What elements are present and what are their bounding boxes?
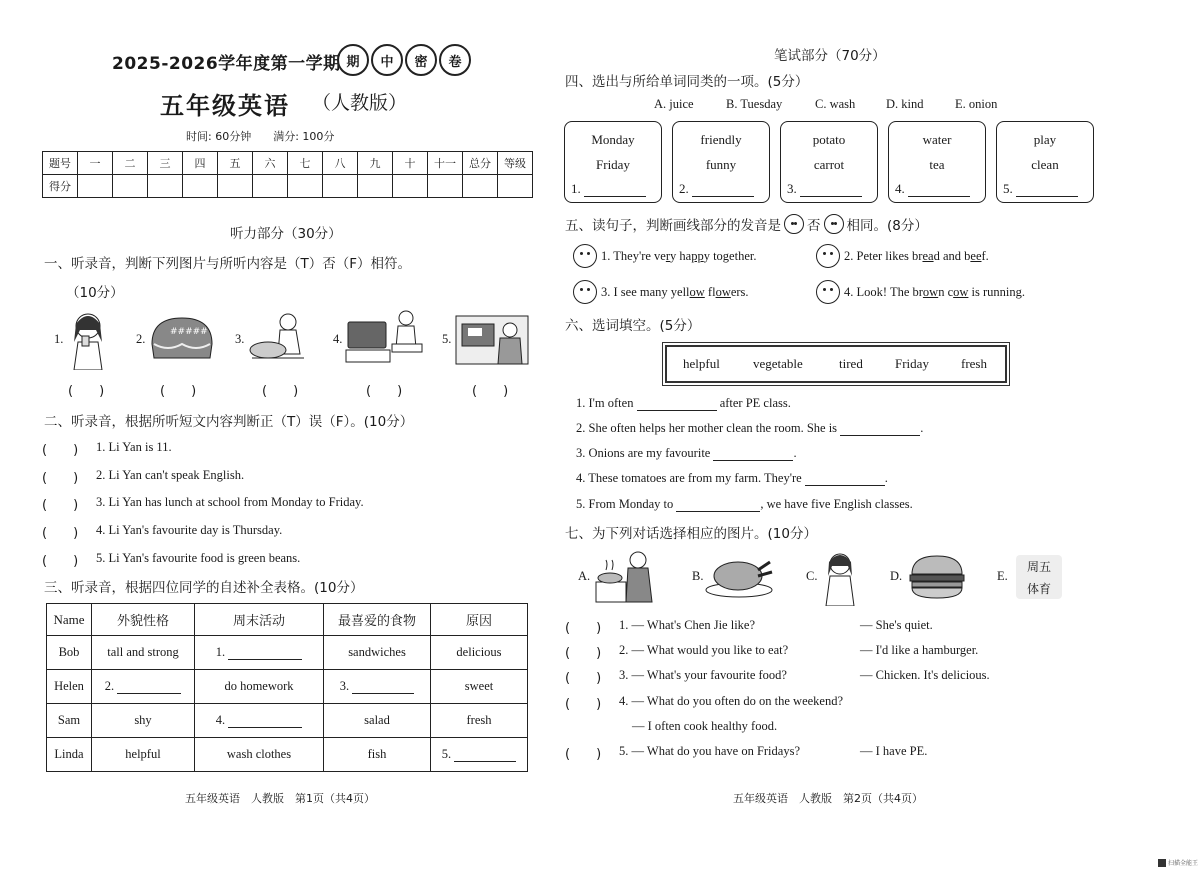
seal-char: 中	[371, 44, 403, 76]
word-card	[888, 121, 986, 203]
section-1-title: 一、听录音，判断下列图片与所听内容是（T）否（F）相符。	[44, 256, 412, 272]
statement: 3. Li Yan has lunch at school from Monday to Friday.	[96, 495, 364, 509]
picture-number: 1.	[54, 332, 64, 346]
cell-look: helpful	[92, 738, 195, 772]
option-a: A. juice	[654, 97, 694, 111]
word-card	[780, 121, 878, 203]
word-bank-item: helpful	[683, 356, 720, 371]
fill-blank[interactable]	[840, 435, 920, 436]
answer-parentheses[interactable]: ( )	[42, 471, 79, 486]
card-number: 2.	[679, 181, 689, 196]
score-cell[interactable]	[498, 175, 533, 198]
score-cell[interactable]	[253, 175, 288, 198]
student-info-table	[46, 603, 528, 772]
picture-number: 3.	[235, 332, 245, 346]
answer-parentheses[interactable]: ( )	[565, 671, 602, 686]
cell-activity: do homework	[195, 670, 324, 704]
card-answer[interactable]	[787, 181, 862, 197]
girl-drinking-picture	[66, 308, 110, 370]
cell-food: fish	[324, 738, 431, 772]
smile-face-icon	[784, 214, 804, 234]
statement: 1. Li Yan is 11.	[96, 440, 172, 454]
picture-label: C.	[806, 569, 818, 583]
cell-blank[interactable]	[195, 636, 324, 670]
score-header-cell: 五	[218, 152, 253, 175]
roast-chicken-picture	[704, 552, 774, 598]
card-word: play	[1033, 132, 1057, 147]
picture-label: D.	[890, 569, 903, 583]
exam-meta: 时间: 60分钟 满分: 100分	[186, 130, 335, 143]
section-5-title	[565, 214, 928, 234]
answer-parentheses[interactable]: ( )	[565, 697, 602, 712]
score-cell[interactable]	[218, 175, 253, 198]
score-header-cell: 九	[358, 152, 393, 175]
option-e: E. onion	[955, 97, 998, 111]
score-table	[42, 151, 533, 198]
picture-number: 5.	[442, 332, 452, 346]
card-answer[interactable]	[1003, 181, 1078, 197]
fill-sentence: 1. I'm often after PE class.	[576, 396, 791, 410]
picture-label: B.	[692, 569, 704, 583]
score-header-cell: 七	[288, 152, 323, 175]
section-3-title: 三、听录音，根据四位同学的自述补全表格。(10分）	[44, 580, 364, 596]
cell-blank[interactable]	[431, 738, 528, 772]
card-word: tea	[929, 157, 945, 172]
cell-food: salad	[324, 704, 431, 738]
blank-number: 2.	[104, 679, 115, 693]
schedule-card	[1016, 555, 1062, 599]
score-cell[interactable]	[323, 175, 358, 198]
dialogue-answer: — I often cook healthy food.	[632, 719, 778, 733]
section-2-title: 二、听录音，根据所听短文内容判断正（T）误（F）。(10分）	[44, 414, 414, 430]
word-card	[672, 121, 770, 203]
card-word: carrot	[813, 157, 845, 172]
answer-parentheses[interactable]: ( )	[565, 621, 602, 636]
pronunciation-item: 2. Peter likes bread and beef.	[816, 244, 989, 268]
answer-parentheses[interactable]: ( )	[42, 498, 79, 513]
statement: 5. Li Yan's favourite food is green beans.	[96, 551, 301, 565]
dialogue-question: 5. — What do you have on Fridays?	[619, 744, 800, 758]
dialogue-question: 4. — What do you often do on the weekend?	[619, 694, 844, 708]
fill-blank[interactable]	[637, 410, 717, 411]
statement: 4. Li Yan's favourite day is Thursday.	[96, 523, 283, 537]
word-bank-item: Friday	[895, 356, 929, 371]
fill-blank[interactable]	[805, 485, 885, 486]
section-5-title-text: 五、读句子，判断画线部分的发音是	[565, 218, 781, 234]
bread-picture	[148, 314, 216, 364]
teacher-picture	[454, 312, 530, 366]
card-answer[interactable]	[895, 181, 970, 197]
cell-reason: sweet	[431, 670, 528, 704]
answer-parentheses[interactable]: ( )	[472, 384, 509, 399]
exam-edition: （人教版）	[312, 92, 408, 114]
cell-name: Bob	[47, 636, 92, 670]
picture-label: E.	[997, 569, 1008, 583]
table-header: 最喜爱的食物	[324, 604, 431, 636]
card-answer[interactable]	[679, 181, 754, 197]
card-number: 1.	[571, 181, 581, 196]
option-d: D. kind	[886, 97, 924, 111]
section-7-title: 七、为下列对话选择相应的图片。(10分）	[565, 526, 817, 542]
pronunciation-item: 4. Look! The brown cow is running.	[816, 280, 1025, 304]
table-row	[47, 704, 528, 738]
picture-number: 4.	[333, 332, 343, 346]
seal-char: 期	[337, 44, 369, 76]
schedule-subject: 体育	[1027, 582, 1052, 596]
sad-face-icon	[824, 214, 844, 234]
blank-number: 1.	[215, 645, 226, 659]
word-bank-item: fresh	[961, 356, 987, 371]
answer-parentheses[interactable]: ( )	[42, 554, 79, 569]
face-answer-icon[interactable]	[816, 244, 840, 268]
table-header: 外貌性格	[92, 604, 195, 636]
score-header-cell: 二	[113, 152, 148, 175]
score-cell[interactable]	[428, 175, 463, 198]
answer-parentheses[interactable]: ( )	[160, 384, 197, 399]
quiet-girl-picture	[820, 550, 860, 606]
pronunciation-item: 3. I see many yellow flowers.	[573, 280, 749, 304]
score-cell[interactable]	[288, 175, 323, 198]
score-cell[interactable]	[148, 175, 183, 198]
hamburger-picture	[906, 554, 968, 600]
schedule-day: 周五	[1027, 560, 1052, 574]
tv-picture	[344, 308, 424, 366]
card-word: potato	[812, 132, 846, 147]
score-cell[interactable]	[113, 175, 148, 198]
word-card	[564, 121, 662, 203]
score-cell[interactable]	[78, 175, 113, 198]
fill-sentence: 5. From Monday to , we have five English classes.	[576, 497, 913, 511]
cell-blank[interactable]	[195, 704, 324, 738]
section-5-title-text: 相同。(8分）	[846, 218, 928, 234]
dialogue-answer: — I'd like a hamburger.	[860, 643, 979, 657]
face-answer-icon[interactable]	[816, 280, 840, 304]
picture-number: 2.	[136, 332, 146, 346]
section-4-title: 四、选出与所给单词同类的一项。(5分）	[565, 74, 809, 90]
listening-section-title: 听力部分（30分）	[230, 226, 342, 242]
cell-name: Linda	[47, 738, 92, 772]
picture-label: A.	[578, 569, 591, 583]
fill-sentence: 2. She often helps her mother clean the room. She is .	[576, 421, 924, 435]
card-word: Monday	[591, 132, 635, 147]
seal-char: 密	[405, 44, 437, 76]
score-header-cell: 六	[253, 152, 288, 175]
washing-picture	[246, 310, 310, 364]
cell-food: sandwiches	[324, 636, 431, 670]
option-c: C. wash	[815, 97, 856, 111]
score-header-cell: 八	[323, 152, 358, 175]
dialogue-question: 1. — What's Chen Jie like?	[619, 618, 756, 632]
scanner-logo-icon	[1158, 859, 1166, 867]
fill-blank[interactable]	[676, 511, 760, 512]
section-6-title: 六、选词填空。(5分）	[565, 318, 701, 334]
exam-subject: 五年级英语	[160, 92, 290, 120]
score-header-cell: 十	[393, 152, 428, 175]
blank-number: 3.	[339, 679, 350, 693]
cell-look: tall and strong	[92, 636, 195, 670]
table-row	[47, 670, 528, 704]
card-number: 3.	[787, 181, 797, 196]
score-cell[interactable]	[393, 175, 428, 198]
score-header-cell: 三	[148, 152, 183, 175]
cell-look: shy	[92, 704, 195, 738]
dialogue-answer: — I have PE.	[860, 744, 928, 758]
score-row-label: 得分	[43, 175, 78, 198]
answer-parentheses[interactable]: ( )	[262, 384, 299, 399]
watermark-text: 扫描全能王	[1168, 860, 1199, 867]
word-bank-item: tired	[839, 356, 863, 371]
dialogue-question: 2. — What would you like to eat?	[619, 643, 789, 657]
face-answer-icon[interactable]	[573, 244, 597, 268]
section-5-title-text: 否	[807, 218, 821, 234]
fill-blank[interactable]	[713, 460, 793, 461]
card-word: friendly	[700, 132, 742, 147]
table-row	[47, 636, 528, 670]
blank-number: 4.	[215, 713, 226, 727]
score-header-cell: 十一	[428, 152, 463, 175]
table-header: 周末活动	[195, 604, 324, 636]
answer-parentheses[interactable]: ( )	[565, 646, 602, 661]
dialogue-answer: — Chicken. It's delicious.	[860, 668, 990, 682]
dialogue-answer: — She's quiet.	[860, 618, 933, 632]
card-word: clean	[1031, 157, 1059, 172]
score-header-cell: 一	[78, 152, 113, 175]
seal-char: 卷	[439, 44, 471, 76]
section-1-points: （10分）	[66, 285, 124, 301]
cooking-picture	[592, 548, 664, 606]
card-answer[interactable]	[571, 181, 646, 197]
card-word: Friday	[596, 157, 630, 172]
page-footer: 五年级英语 人教版 第2页（共4页）	[733, 792, 923, 805]
score-cell[interactable]	[183, 175, 218, 198]
cell-reason: delicious	[431, 636, 528, 670]
cell-blank[interactable]	[324, 670, 431, 704]
score-header-cell: 总分	[463, 152, 498, 175]
answer-parentheses[interactable]: ( )	[366, 384, 403, 399]
card-number: 4.	[895, 181, 905, 196]
exam-seal	[335, 44, 471, 76]
cell-name: Sam	[47, 704, 92, 738]
table-row	[47, 738, 528, 772]
card-word: water	[922, 132, 952, 147]
score-cell[interactable]	[358, 175, 393, 198]
table-header: 原因	[431, 604, 528, 636]
scanner-watermark	[1158, 858, 1198, 867]
pronunciation-item: 1. They're very happy together.	[573, 244, 756, 268]
answer-parentheses[interactable]: ( )	[42, 526, 79, 541]
word-card	[996, 121, 1094, 203]
answer-parentheses[interactable]: ( )	[68, 384, 105, 399]
answer-parentheses[interactable]: ( )	[42, 443, 79, 458]
table-header: Name	[47, 604, 92, 636]
cell-name: Helen	[47, 670, 92, 704]
written-section-title: 笔试部分（70分）	[774, 48, 886, 64]
cell-reason: fresh	[431, 704, 528, 738]
blank-number: 5.	[441, 747, 452, 761]
word-bank-item: vegetable	[753, 356, 803, 371]
cell-blank[interactable]	[92, 670, 195, 704]
page-footer: 五年级英语 人教版 第1页（共4页）	[185, 792, 375, 805]
cell-activity: wash clothes	[195, 738, 324, 772]
fill-sentence: 4. These tomatoes are from my farm. They're .	[576, 471, 888, 485]
answer-parentheses[interactable]: ( )	[565, 747, 602, 762]
score-header-cell: 等级	[498, 152, 533, 175]
fill-sentence: 3. Onions are my favourite .	[576, 446, 797, 460]
word-bank	[665, 345, 1007, 383]
score-header-cell: 四	[183, 152, 218, 175]
svg-text:#####: #####	[170, 327, 208, 337]
card-word: funny	[705, 157, 737, 172]
face-answer-icon[interactable]	[573, 280, 597, 304]
score-header-cell: 题号	[43, 152, 78, 175]
statement: 2. Li Yan can't speak English.	[96, 468, 245, 482]
option-b: B. Tuesday	[726, 97, 783, 111]
card-number: 5.	[1003, 181, 1013, 196]
score-cell[interactable]	[463, 175, 498, 198]
exam-term-title: 2025-2026学年度第一学期	[112, 54, 341, 74]
dialogue-question: 3. — What's your favourite food?	[619, 668, 787, 682]
